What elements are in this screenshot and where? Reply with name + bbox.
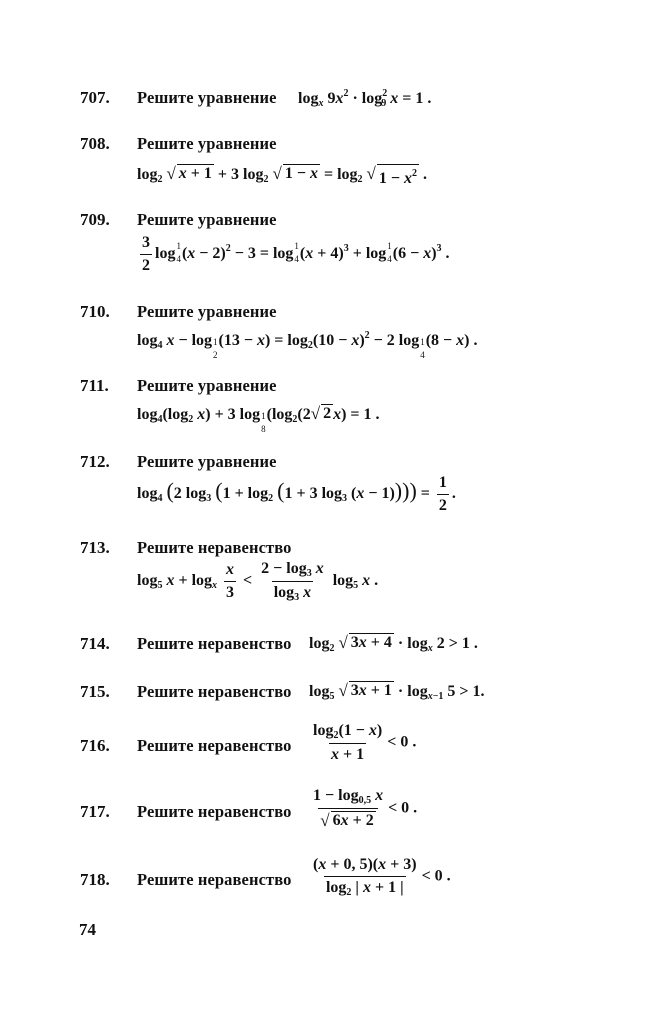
problem-number: 708.: [80, 134, 110, 153]
problem-number: 714.: [80, 634, 110, 653]
problem-710-formula: $\log_4 x - \log$ 1 2 $(13 - x) = \log_2(10 - x)^2 - 2$ log 1 4 (8 − x) .: [137, 330, 478, 360]
problem-715-formula: $\log_5$ √ 3x + 1 · $\log_{x-1} 5 > 1$.: [309, 681, 485, 702]
problem-number: 709.: [80, 210, 110, 229]
problem-717-formula: $1 - \log_{0,5} x$ √ 6x + 2 < 0 .: [313, 787, 418, 830]
problem-718-formula: $\frac{(x + 0, 5)(x + 3)}{\log_2 | x + 1 |}$ < 0 .: [313, 856, 451, 898]
problem-label: Решите неравенство: [137, 634, 292, 653]
problem-label: Решите уравнение: [137, 302, 277, 321]
problem-707-formula: $\log_x 9x^2 \cdot \log^2_9 x = 1$ .: [298, 88, 432, 109]
problem-label: Решите уравнение: [137, 134, 277, 153]
problem-label: Решите неравенство: [137, 736, 292, 755]
problem-709-formula: $\frac{3}{2}$ log 1 4 $(x - 2)^2 - 3 = \log$ 1 4 $(x + 4)^3 + \log$ 1 4 $(6 - x)^3$ .: [142, 234, 450, 274]
problem-label: Решите неравенство: [137, 802, 292, 821]
problem-712-formula: $\log_4 (2$ $\log_3 (1 + \log_2 (1 + 3$ $\log_3 (x - 1)$))) = $\frac{1}{2}$ .: [137, 474, 456, 514]
problem-713-formula: $\log_5 x + \log_x$ $\frac{x}{3}$ < $\frac{2 - \log_3 x}{\log_3 x}$ $\log_5 x$ .: [137, 560, 379, 603]
problem-708-formula: $\log_2$ √ x + 1 + 3 $\log_2$ √ 1 − x = $\log_2$ √ $1 - x^2$ .: [137, 164, 427, 187]
problem-label: Решите уравнение: [137, 376, 277, 395]
problem-number: 717.: [80, 802, 110, 821]
problem-number: 713.: [80, 538, 110, 557]
problem-label: Решите уравнение: [137, 210, 277, 229]
problem-label: Решите неравенство: [137, 870, 292, 889]
problem-714-formula: $\log_2$ √ 3x + 4 · $\log_x 2 > 1$ .: [309, 633, 478, 654]
page-number: 74: [79, 920, 96, 939]
problem-label: Решите уравнение: [137, 452, 277, 471]
problem-label: Решите уравнение: [137, 88, 277, 107]
problem-number: 711.: [80, 376, 109, 395]
problem-number: 707.: [80, 88, 110, 107]
problem-number: 716.: [80, 736, 110, 755]
problem-label: Решите неравенство: [137, 538, 292, 557]
problem-number: 710.: [80, 302, 110, 321]
problem-716-formula: $\frac{\log_2(1 - x)}{x + 1}$ < 0 .: [313, 722, 417, 763]
problem-number: 712.: [80, 452, 110, 471]
problem-number: 715.: [80, 682, 110, 701]
problem-number: 718.: [80, 870, 110, 889]
problem-label: Решите неравенство: [137, 682, 292, 701]
problem-711-formula: $\log_4(\log_2$ x) + 3 log 1 8 ($\log_2(2$ √ 2 x) = 1 .: [137, 404, 380, 434]
